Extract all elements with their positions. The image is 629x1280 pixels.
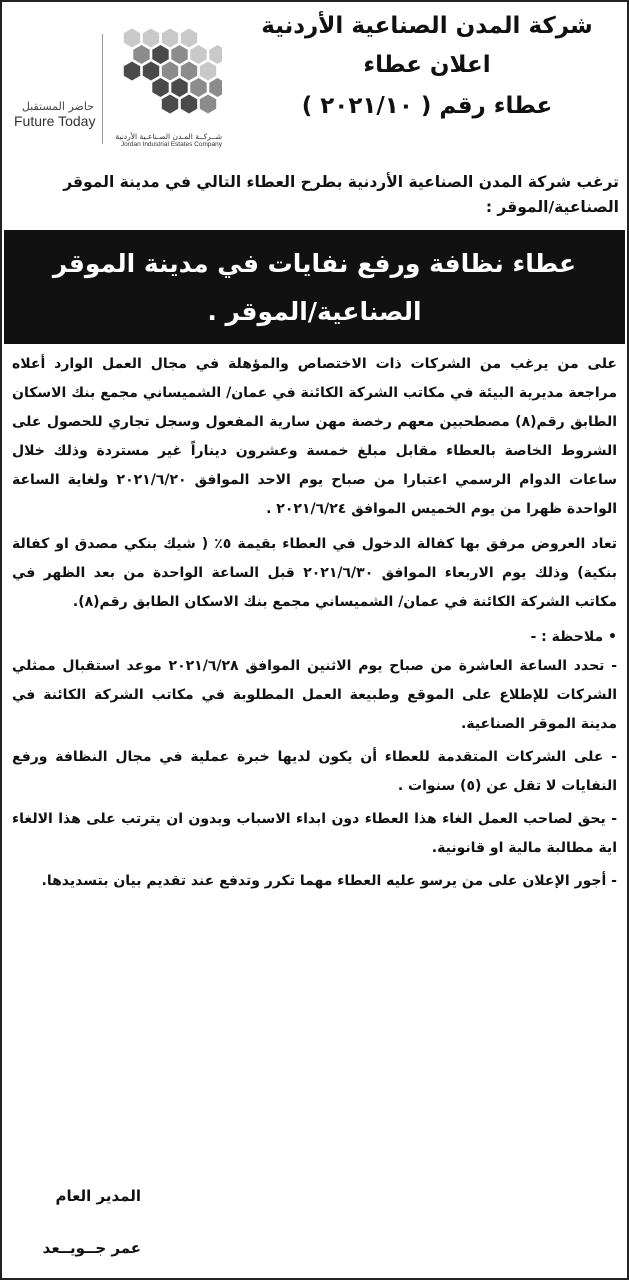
slogan-arabic: حاضر المستقبل [21, 100, 94, 113]
logo-hex-cell [124, 62, 140, 81]
logo-hex-cell [152, 78, 168, 97]
logo-hex-cell [209, 45, 222, 64]
logo-hex-cell [190, 45, 206, 64]
logo-hex-cell [200, 62, 216, 81]
company-logo-block [10, 24, 225, 148]
logo-name-english: Jordan Industrial Estates Company [120, 141, 222, 148]
paragraph-submission: تعاد العروض مرفق بها كفالة الدخول في العطاء بقيمة ٥٪ ( شيك بنكي مصدق او كفالة بنكية) وذلك يوم الاربعاء الموافق ٢٠٢١/٦/٣٠ قبل الساعة الواحدة من بعد الظهر في مكاتب الشركة الكائنة في عمان/ الشميساني مجمع بنك الاسكان الطابق رقم(٨). [12, 536, 617, 610]
signatory-role: المدير العام [55, 1187, 141, 1205]
signature-block [21, 1180, 141, 1264]
logo-name-arabic: شــركــة المـدن الصـناعـية الأردنية [115, 132, 222, 141]
company-logo-icon [118, 26, 222, 126]
note-item: - أجور الإعلان على من يرسو عليه العطاء مهما تكرر وتدفع عند تقديم بيان بتسديدها. [41, 873, 617, 889]
note-item: - على الشركات المتقدمة للعطاء أن يكون لديها خبرة عملية في مجال النظافة ورفع النفايات لا تقل عن (٥) سنوات . [12, 749, 617, 794]
logo-hex-cell [200, 95, 216, 114]
logo-hex-cell [181, 95, 197, 114]
banner-line-2: الصناعية/الموقر . [207, 297, 422, 326]
signatory-name: عمر جــويــعد [42, 1239, 141, 1257]
logo-hex-cell [124, 29, 140, 48]
header [2, 2, 627, 170]
logo-hex-cell [171, 78, 187, 97]
slogan [14, 100, 94, 129]
slogan-english: Future Today [14, 113, 96, 129]
notes-title: • ملاحظة : - [530, 629, 617, 645]
logo-hex-cell [143, 29, 159, 48]
logo-hex-cell [181, 29, 197, 48]
logo-divider [102, 34, 103, 144]
paragraph-eligibility: على من يرغب من الشركات ذات الاختصاص والمؤهلة في مجال العمل الوارد أعلاه مراجعة مديرية البيئة في مكاتب الشركة الكائنة في عمان/ الشميساني مجمع بنك الاسكان الطابق رقم(٨) مصطحبين معهم رخصة مهن سارية المفعول وسجل تجاري للحصول على الشروط الخاصة بالعطاء مقابل مبلغ خمسة وعشرون ديناراً غير مستردة وذلك خلال ساعات الدوام الرسمي اعتبارا من صباح يوم الاحد الموافق ٢٠٢١/٦/٢٠ ولغاية الساعة الواحدة ظهرا من يوم الخميس الموافق ٢٠٢١/٦/٢٤ . [12, 356, 618, 517]
announcement-body [12, 350, 617, 900]
logo-hex-cell [190, 78, 206, 97]
note-item: - تحدد الساعة العاشرة من صباح يوم الاثنين الموافق ٢٠٢١/٦/٢٨ موعد استقبال ممثلي الشركات للإطلاع على الموقع وطبيعة العمل المطلوبة في مكاتب الشركة الكائنة في مدينة الموقر الصناعية. [12, 658, 618, 732]
logo-hex-cell [152, 45, 168, 64]
logo-hex-cell [162, 29, 178, 48]
banner-line-1: عطاء نظافة ورفع نفايات في مدينة الموقر [52, 249, 577, 278]
company-title: شركة المدن الصناعية الأردنية [261, 13, 593, 39]
tender-subject-banner [4, 230, 625, 344]
logo-company-name [110, 132, 222, 148]
note-item: - يحق لصاحب العمل الغاء هذا العطاء دون ابداء الاسباب وبدون ان يترتب على هذا الالغاء اية مطالبة مالية او قانونية. [12, 811, 617, 856]
title-block [247, 8, 607, 126]
tender-number: عطاء رقم ( ٢٠٢١/١٠ ) [301, 93, 553, 119]
logo-hex-cell [143, 62, 159, 81]
logo-hex-cell [133, 45, 149, 64]
logo-hex-cell [209, 78, 222, 97]
intro-text: ترغب شركة المدن الصناعية الأردنية بطرح العطاء التالي في مدينة الموقر الصناعية/الموقر : [63, 173, 619, 216]
logo-hex-cell [162, 62, 178, 81]
logo-hex-cell [162, 95, 178, 114]
announcement-title: اعلان عطاء [363, 52, 491, 78]
logo-hex-cell [171, 45, 187, 64]
logo-hex-cell [181, 62, 197, 81]
